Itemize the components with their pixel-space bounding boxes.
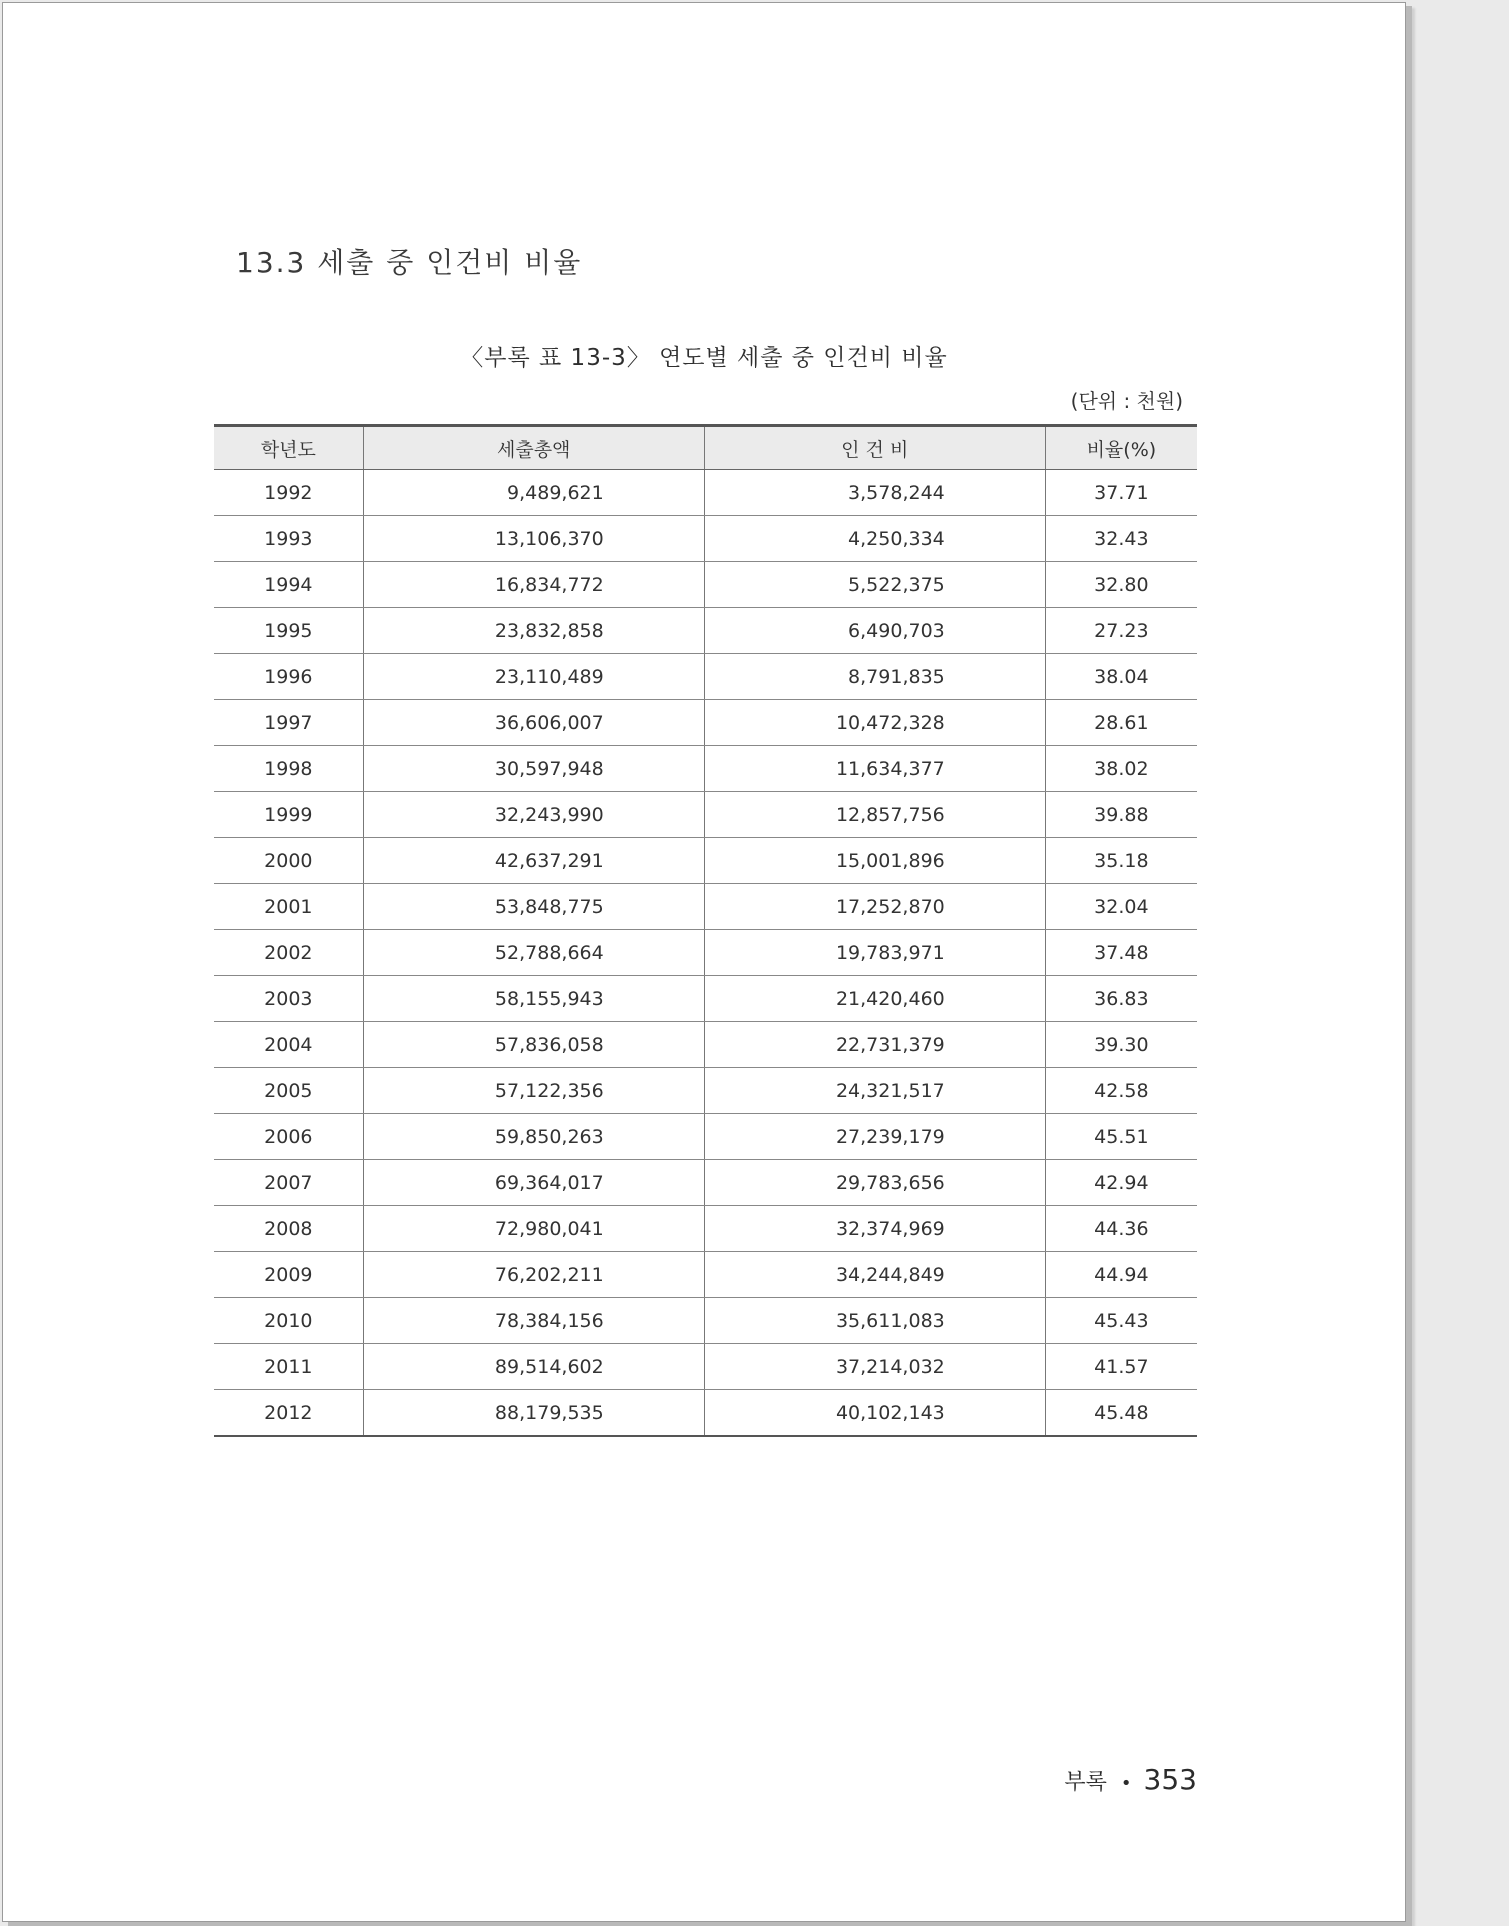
table-header-row [214,426,1197,470]
table-row [214,1298,1197,1344]
cell-ratio: 45.48 [1045,1390,1197,1437]
cell-total-expenditure: 88,179,535 [363,1390,704,1437]
cell-year: 2001 [214,884,363,930]
cell-ratio: 32.80 [1045,562,1197,608]
cell-year: 2000 [214,838,363,884]
table-row [214,470,1197,516]
cell-ratio: 42.94 [1045,1160,1197,1206]
table-row [214,1206,1197,1252]
table-row [214,562,1197,608]
cell-ratio: 28.61 [1045,700,1197,746]
cell-ratio: 39.30 [1045,1022,1197,1068]
cell-labor-cost: 10,472,328 [704,700,1045,746]
cell-labor-cost: 37,214,032 [704,1344,1045,1390]
cell-labor-cost: 35,611,083 [704,1298,1045,1344]
table-row [214,1022,1197,1068]
footer-label: 부록 [1064,1770,1107,1795]
cell-year: 1993 [214,516,363,562]
cell-ratio: 45.51 [1045,1114,1197,1160]
table-row [214,1390,1197,1437]
cell-labor-cost: 40,102,143 [704,1390,1045,1437]
cell-year: 2008 [214,1206,363,1252]
cell-ratio: 41.57 [1045,1344,1197,1390]
cell-labor-cost: 32,374,969 [704,1206,1045,1252]
cell-ratio: 37.71 [1045,470,1197,516]
cell-labor-cost: 8,791,835 [704,654,1045,700]
cell-ratio: 42.58 [1045,1068,1197,1114]
cell-year: 2006 [214,1114,363,1160]
footer-bullet: • [1120,1773,1132,1794]
table-row [214,792,1197,838]
cell-ratio: 32.04 [1045,884,1197,930]
cell-ratio: 36.83 [1045,976,1197,1022]
header-labor-cost: 인 건 비 [704,426,1045,470]
table-row [214,1068,1197,1114]
table-row [214,976,1197,1022]
cell-total-expenditure: 32,243,990 [363,792,704,838]
cell-total-expenditure: 30,597,948 [363,746,704,792]
cell-total-expenditure: 78,384,156 [363,1298,704,1344]
cell-labor-cost: 22,731,379 [704,1022,1045,1068]
cell-total-expenditure: 23,832,858 [363,608,704,654]
document-page [2,2,1406,1922]
cell-total-expenditure: 13,106,370 [363,516,704,562]
table-row [214,1114,1197,1160]
cell-total-expenditure: 59,850,263 [363,1114,704,1160]
cell-total-expenditure: 76,202,211 [363,1252,704,1298]
table-row [214,746,1197,792]
table-row [214,930,1197,976]
cell-year: 2002 [214,930,363,976]
cell-ratio: 38.02 [1045,746,1197,792]
section-title: 13.3 세출 중 인건비 비율 [236,246,583,279]
cell-ratio: 27.23 [1045,608,1197,654]
cell-year: 2009 [214,1252,363,1298]
header-ratio: 비율(%) [1045,426,1197,470]
cell-year: 1998 [214,746,363,792]
cell-total-expenditure: 72,980,041 [363,1206,704,1252]
cell-total-expenditure: 42,637,291 [363,838,704,884]
cell-year: 2012 [214,1390,363,1437]
cell-total-expenditure: 69,364,017 [363,1160,704,1206]
page-number: 353 [1143,1763,1197,1796]
cell-ratio: 44.36 [1045,1206,1197,1252]
cell-ratio: 44.94 [1045,1252,1197,1298]
cell-labor-cost: 3,578,244 [704,470,1045,516]
cell-ratio: 38.04 [1045,654,1197,700]
table-body [214,470,1197,1437]
table-row [214,1344,1197,1390]
table-row [214,1160,1197,1206]
unit-note: (단위 : 천원) [1070,389,1183,413]
cell-year: 1999 [214,792,363,838]
cell-total-expenditure: 58,155,943 [363,976,704,1022]
cell-year: 2007 [214,1160,363,1206]
cell-labor-cost: 6,490,703 [704,608,1045,654]
cell-labor-cost: 17,252,870 [704,884,1045,930]
cell-year: 2004 [214,1022,363,1068]
table-row [214,516,1197,562]
cell-labor-cost: 24,321,517 [704,1068,1045,1114]
cell-year: 1992 [214,470,363,516]
cell-ratio: 39.88 [1045,792,1197,838]
cell-year: 2005 [214,1068,363,1114]
table-row [214,884,1197,930]
cell-ratio: 37.48 [1045,930,1197,976]
table-row [214,1252,1197,1298]
cell-year: 1997 [214,700,363,746]
data-table [214,424,1197,1437]
table-row [214,654,1197,700]
cell-labor-cost: 4,250,334 [704,516,1045,562]
cell-total-expenditure: 16,834,772 [363,562,704,608]
cell-total-expenditure: 9,489,621 [363,470,704,516]
cell-total-expenditure: 23,110,489 [363,654,704,700]
cell-year: 2003 [214,976,363,1022]
cell-labor-cost: 5,522,375 [704,562,1045,608]
cell-labor-cost: 21,420,460 [704,976,1045,1022]
table-row [214,608,1197,654]
table-row [214,838,1197,884]
cell-ratio: 35.18 [1045,838,1197,884]
cell-year: 2011 [214,1344,363,1390]
page-footer [1064,1763,1197,1796]
cell-total-expenditure: 57,836,058 [363,1022,704,1068]
cell-ratio: 32.43 [1045,516,1197,562]
table-row [214,700,1197,746]
cell-labor-cost: 15,001,896 [704,838,1045,884]
table-caption: 〈부록 표 13-3〉 연도별 세출 중 인건비 비율 [460,345,948,371]
cell-labor-cost: 27,239,179 [704,1114,1045,1160]
cell-labor-cost: 12,857,756 [704,792,1045,838]
cell-total-expenditure: 57,122,356 [363,1068,704,1114]
header-year: 학년도 [214,426,363,470]
cell-ratio: 45.43 [1045,1298,1197,1344]
cell-labor-cost: 34,244,849 [704,1252,1045,1298]
cell-year: 1994 [214,562,363,608]
cell-total-expenditure: 53,848,775 [363,884,704,930]
cell-labor-cost: 11,634,377 [704,746,1045,792]
cell-total-expenditure: 36,606,007 [363,700,704,746]
cell-total-expenditure: 89,514,602 [363,1344,704,1390]
cell-total-expenditure: 52,788,664 [363,930,704,976]
cell-year: 1996 [214,654,363,700]
cell-labor-cost: 19,783,971 [704,930,1045,976]
cell-labor-cost: 29,783,656 [704,1160,1045,1206]
cell-year: 1995 [214,608,363,654]
cell-year: 2010 [214,1298,363,1344]
header-total-expenditure: 세출총액 [363,426,704,470]
